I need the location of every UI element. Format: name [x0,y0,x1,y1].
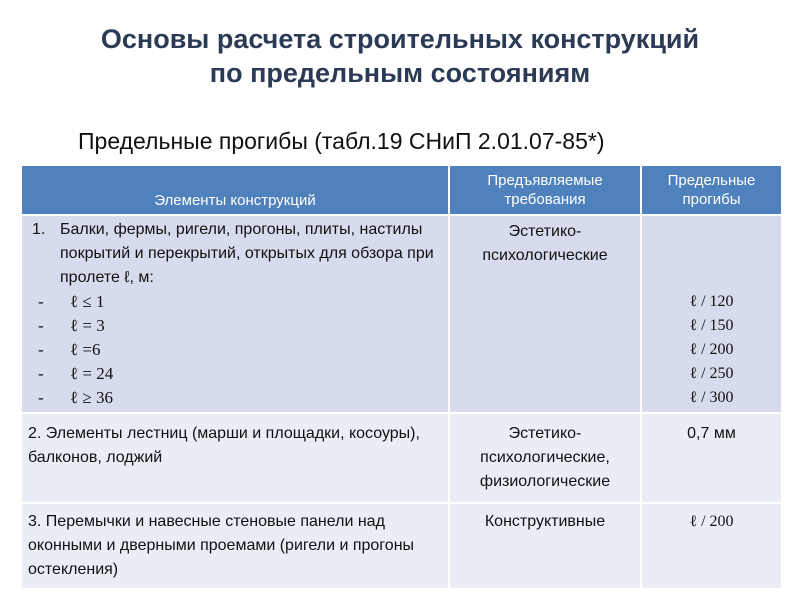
row3-elements: 3. Перемычки и навесные стеновые панели над оконными и дверными проемами (ригели и прогоны остекления) [21,503,449,589]
row1-elements-cell [21,215,449,413]
table-header-row [21,165,782,215]
header-limits: Предельные прогибы [641,165,782,215]
row1-limits-cell [641,215,782,413]
row2-requirement: Эстетико-психологические, физиологические [449,413,641,503]
list-item: - ℓ ≤ 1 [38,292,105,311]
table-row [21,215,782,413]
row3-requirement: Конструктивные [449,503,641,589]
list-item: - ℓ ≥ 36 [38,388,113,407]
row1-text: Балки, фермы, ригели, прогоны, плиты, настилы покрытий и перекрытий, открытых для обзора при пролете ℓ, м: [60,221,434,286]
row1-number: 1. [32,221,46,238]
header-elements: Элементы конструкций [21,165,449,215]
list-item: - ℓ = 24 [38,364,114,383]
row2-limit: 0,7 мм [641,413,782,503]
slide-title [0,22,800,90]
table-row [21,413,782,503]
limit-value: ℓ / 200 [689,341,734,358]
limit-value: ℓ / 250 [689,365,734,382]
slide-title-line2: по предельным состояниям [209,58,591,88]
limit-value: ℓ / 300 [689,389,734,406]
slide-title-line1: Основы расчета строительных конструкций [100,24,700,54]
span-list [32,290,442,410]
list-item: - ℓ =6 [38,340,101,359]
list-item: - ℓ = 3 [38,316,105,335]
limit-value: ℓ / 120 [689,293,734,310]
table-row [21,503,782,589]
row1-requirement: Эстетико-психологические [449,215,641,413]
row2-elements: 2. Элементы лестниц (марши и площадки, косоуры), балконов, лоджий [21,413,449,503]
deflection-limits-table [20,164,783,590]
row1-description [32,218,442,290]
slide-subtitle: Предельные прогибы (табл.19 СНиП 2.01.07-85*) [78,128,605,154]
header-requirements: Предъявляемые требования [449,165,641,215]
limit-value: ℓ / 150 [689,317,734,334]
row3-limit: ℓ / 200 [641,503,782,589]
